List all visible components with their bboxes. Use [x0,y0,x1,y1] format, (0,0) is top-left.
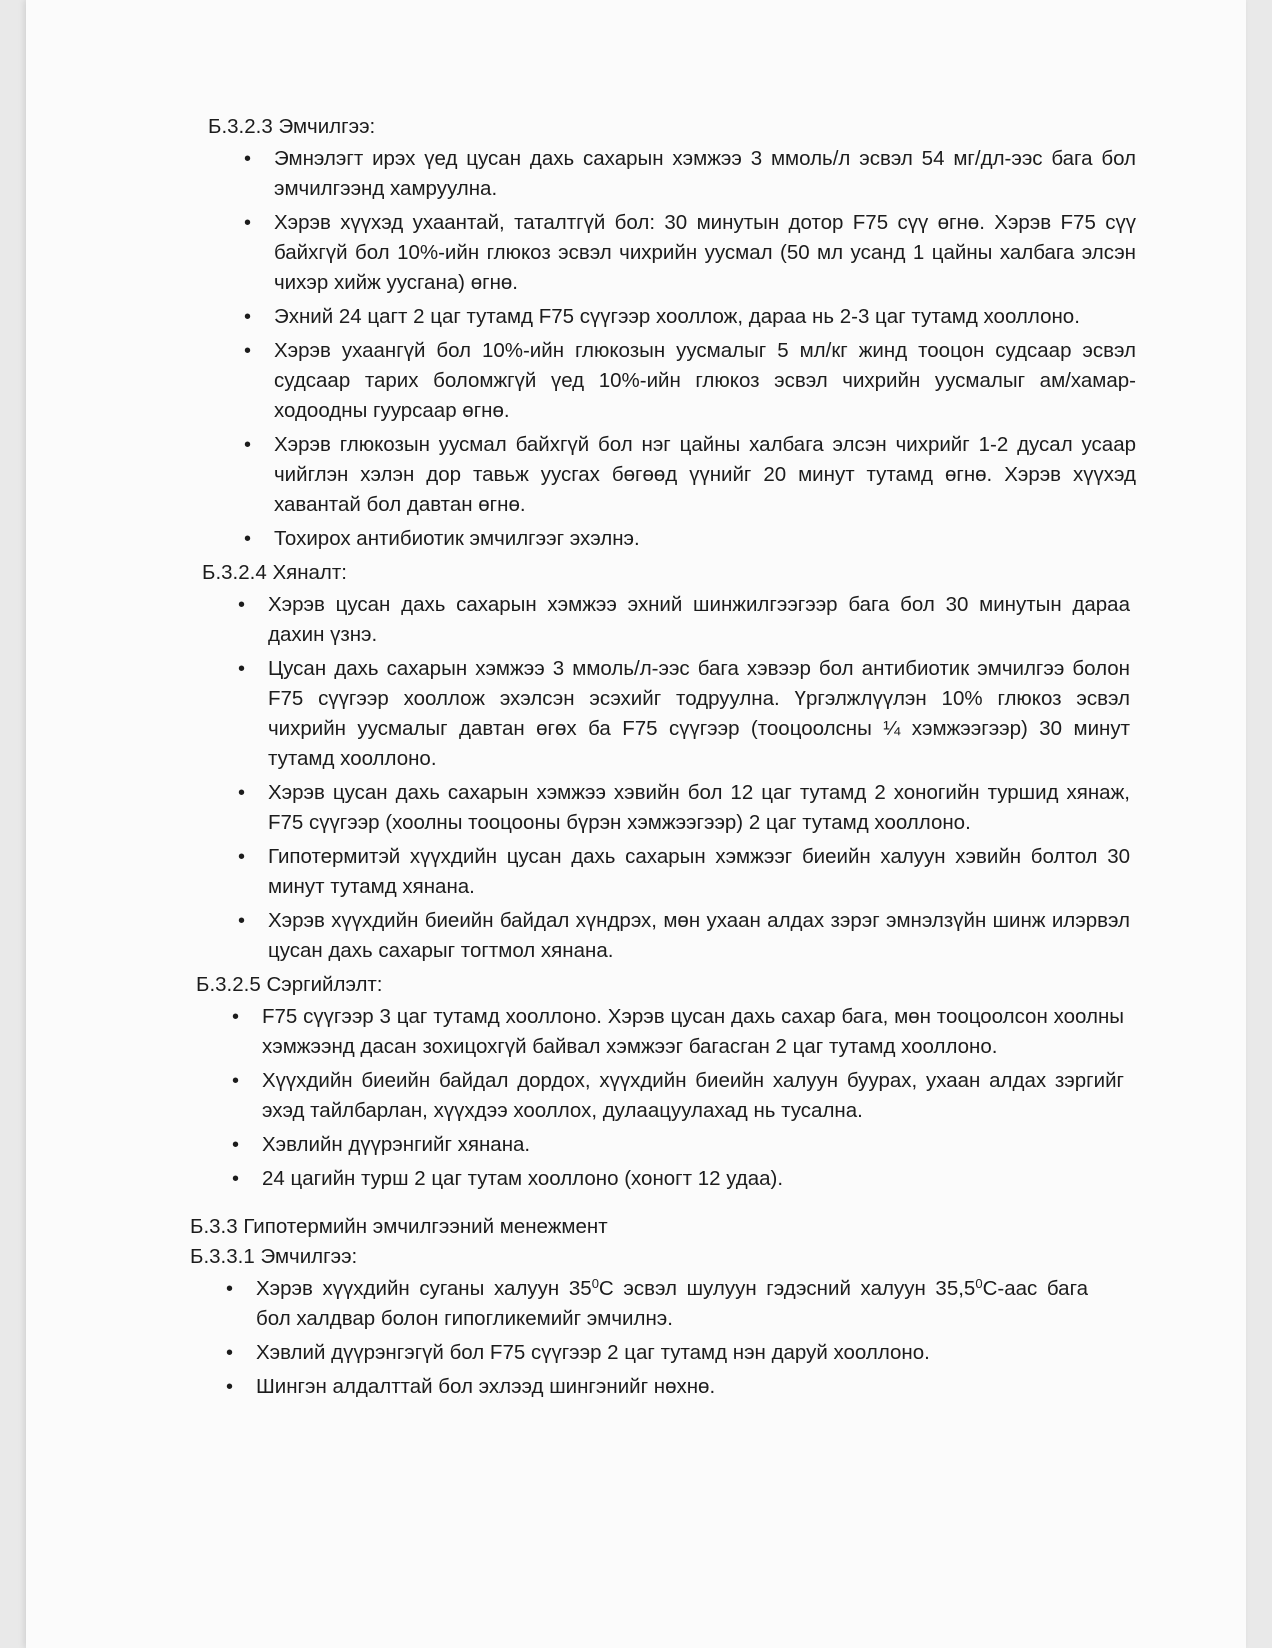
bullet-icon: • [238,658,246,680]
list-item: • Хэрэв цусан дахь сахарын хэмжээ хэвийн бол 12 цаг тутамд 2 хоногийн туршид хянаж, F75 сүүгээр (хоолны тооцооны бүрэн хэмжээгээр) 2 цаг тутамд хооллоно. [268,778,1130,838]
list-item: • Цусан дахь сахарын хэмжээ 3 ммоль/л-ээс бага хэвээр бол антибиотик эмчилгээ болон F75 сүүгээр хооллож эхэлсэн эсэхийг тодруулна. Үргэлжлүүлэн 10% глюкоз эсвэл чихрийн уусмалыг давтан өгөх ба F75 сүүгээр (тооцоолсны ¼ хэмжээгээр) 30 минут тутамд хооллоно. [268,654,1130,774]
monitoring-list [26,590,1246,966]
list-item: • Хэрэв хүүхдийн суганы халуун $35^0С$ эсвэл шулуун гэдэсний халуун 35,5$^0$С-аас бага бол халдвар болон гипогликемийг эмчилнэ. [226,1276,1089,1330]
bullet-icon: • [232,1168,240,1190]
bullet-icon: • [238,910,246,932]
list-item: • 24 цагийн турш 2 цаг тутам хооллоно (хоногт 12 удаа). [262,1164,1124,1194]
list-item: • Хэвлийн дүүрэнгийг хянана. [262,1130,1124,1160]
list-item: • Хэрэв хүүхдийн биеийн байдал хүндрэх, мөн ухаан алдах зэрэг эмнэлзүйн шинж илэрвэл цусан дахь сахарыг тогтмол хянана. [268,906,1130,966]
prevention-list [26,1002,1246,1194]
bullet-icon: • [238,594,246,616]
bullet-icon: • [226,1278,234,1300]
list-item: • Шингэн алдалттай бол эхлээд шингэнийг нөхнө. [256,1372,1088,1402]
list-item: • Эхний 24 цагт 2 цаг тутамд F75 сүүгээр хооллож, дараа нь 2-3 цаг тутамд хооллоно. [274,302,1136,332]
list-item: • Хэрэв глюкозын уусмал байхгүй бол нэг цайны халбага элсэн чихрийг 1-2 дусал усаар чийглэн хэлэн дор тавьж уусгах бөгөөд үүнийг 20 минут тутамд өгнө. Хэрэв хүүхэд хавантай бол давтан өгнө. [274,430,1136,520]
list-item: • Хэрэв ухаангүй бол 10%-ийн глюкозын уусмалыг 5 мл/кг жинд тооцон судсаар эсвэл судсаар тарих боломжгүй үед 10%-ийн глюкоз эсвэл чихрийн уусмалыг ам/хамар-ходоодны гуурсаар өгнө. [274,336,1136,426]
list-item: • Гипотермитэй хүүхдийн цусан дахь сахарын хэмжээг биеийн халуун хэвийн болтол 30 минут тутамд хянана. [268,842,1130,902]
list-item: • F75 сүүгээр 3 цаг тутамд хооллоно. Хэрэв цусан дахь сахар бага, мөн тооцоолсон хоолны хэмжээнд дасан зохицохгүй байвал хэмжээг багасган 2 цаг тутамд хооллоно. [262,1002,1124,1062]
bullet-icon: • [244,212,252,234]
list-item: • Эмнэлэгт ирэх үед цусан дахь сахарын хэмжээ 3 ммоль/л эсвэл 54 мг/дл-ээс бага бол эмчилгээнд хамруулна. [274,144,1136,204]
list-item: • Хүүхдийн биеийн байдал дордох, хүүхдийн биеийн халуун буурах, ухаан алдах зэргийг эхэд тайлбарлан, хүүхдээ хооллох, дулаацуулахад нь тусална. [262,1066,1124,1126]
bullet-icon: • [238,782,246,804]
list-item: • Хэрэв хүүхэд ухаантай, таталтгүй бол: 30 минутын дотор F75 сүү өгнө. Хэрэв F75 сүү байхгүй бол 10%-ийн глюкоз эсвэл чихрийн уусмал (50 мл усанд 1 цайны халбага элсэн чихэр хийж уусгана) өгнө. [274,208,1136,298]
list-item: • Хэвлий дүүрэнгэгүй бол F75 сүүгээр 2 цаг тутамд нэн даруй хооллоно. [256,1338,1088,1368]
section-heading-prevention: Б.3.2.5 Сэргийлэлт: [196,973,383,996]
bullet-icon: • [232,1134,240,1156]
bullet-icon: • [232,1006,240,1028]
bullet-icon: • [226,1342,234,1364]
list-item: • Хэрэв цусан дахь сахарын хэмжээ эхний шинжилгээгээр бага бол 30 минутын дараа дахин үзнэ. [268,590,1130,650]
list-item: • Тохирох антибиотик эмчилгээг эхэлнэ. [274,524,1136,554]
treatment-list [26,144,1246,554]
subsection-heading-treatment: Б.3.3.1 Эмчилгээ: [190,1245,358,1268]
bullet-icon: • [232,1070,240,1092]
hypothermia-treatment-list [26,1274,1246,1402]
document-page [26,0,1246,1648]
bullet-icon: • [244,340,252,362]
section-heading-hypothermia: Б.3.3 Гипотермийн эмчилгээний менежмент [190,1215,608,1238]
bullet-icon: • [244,434,252,456]
section-heading-treatment: Б.3.2.3 Эмчилгээ: [208,115,376,138]
document-body [26,112,1246,1406]
bullet-icon: • [244,528,252,550]
bullet-icon: • [238,846,246,868]
bullet-icon: • [244,306,252,328]
section-heading-monitoring: Б.3.2.4 Хяналт: [202,561,347,584]
bullet-icon: • [226,1376,234,1398]
bullet-icon: • [244,148,252,170]
